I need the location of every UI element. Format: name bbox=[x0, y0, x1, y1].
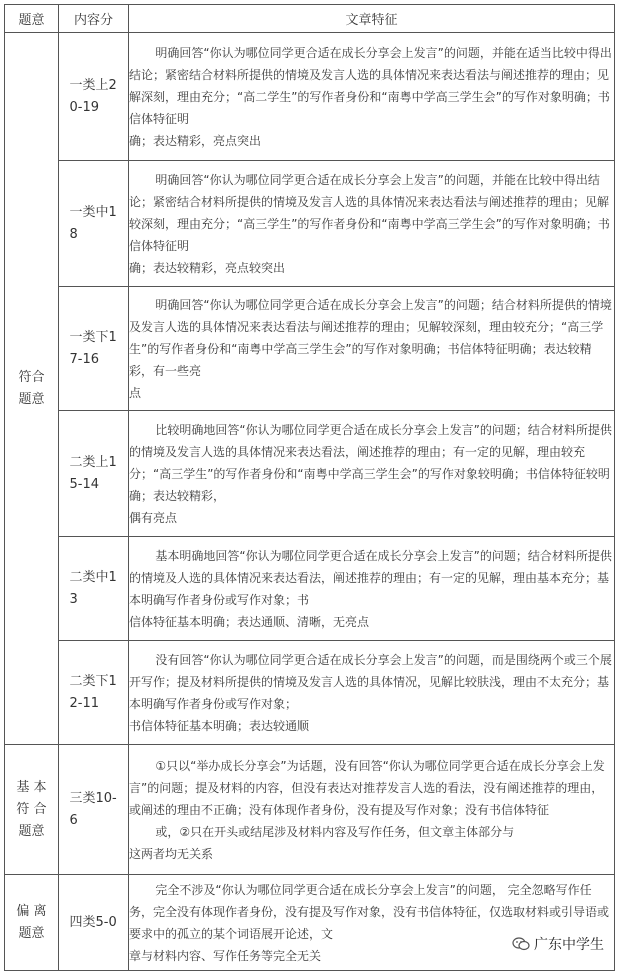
desc-text: 明确回答“你认为哪位同学更合适在成长分享会上发言”的问题；结合材料所提供的情境及发言人选的具体情况来表达看法与阐述推荐的理由；见解较深刻，理由较充分；“高三学生”的写作者身份和“南粤中学高三学生会”的写作对象明确；书信体特征明确；表达较精彩，有一些亮 bbox=[129, 297, 612, 378]
desc-cell bbox=[129, 287, 615, 411]
score-label: 四类5-0 bbox=[69, 914, 117, 930]
table-row bbox=[5, 641, 615, 745]
score-label: 二类下12-11 bbox=[69, 673, 117, 711]
watermark-text: 广东中学生 bbox=[534, 937, 604, 953]
score-cell bbox=[59, 33, 129, 161]
desc-text: 或，②只在开头或结尾涉及材料内容及写作任务，但文章主体部分与 bbox=[155, 824, 515, 839]
desc-cell bbox=[129, 745, 615, 875]
wechat-icon bbox=[512, 937, 530, 951]
table-row bbox=[5, 411, 615, 537]
header-features: 文章特征 bbox=[129, 5, 615, 33]
group-cell-fit bbox=[5, 33, 59, 745]
score-cell bbox=[59, 875, 129, 971]
table-row bbox=[5, 287, 615, 411]
score-cell bbox=[59, 161, 129, 287]
header-topic: 题意 bbox=[5, 5, 59, 33]
desc-text: 书信体特征基本明确；表达较通顺 bbox=[129, 718, 310, 733]
watermark bbox=[510, 934, 606, 954]
desc-text: 完全不涉及“你认为哪位同学更合适在成长分享会上发言”的问题， 完全忽略写作任务，完全没有体现作者身份，没有提及写作对象，没有书信体特征，仅选取材料或引导语或要求中的孤立的某个词语展开论述，文 bbox=[129, 882, 610, 941]
score-cell bbox=[59, 287, 129, 411]
table-row bbox=[5, 745, 615, 875]
score-label: 二类中13 bbox=[69, 569, 117, 607]
desc-cell bbox=[129, 875, 615, 971]
desc-cell bbox=[129, 33, 615, 161]
group-label: 基 本 符 合 题意 bbox=[16, 779, 47, 839]
desc-cell bbox=[129, 161, 615, 287]
score-cell bbox=[59, 537, 129, 641]
desc-text: 确；表达较精彩，亮点较突出 bbox=[129, 260, 286, 275]
desc-text: 偶有亮点 bbox=[129, 510, 178, 525]
score-label: 一类上20-19 bbox=[69, 77, 117, 115]
desc-text: 这两者均无关系 bbox=[129, 846, 214, 861]
desc-text: 信体特征基本明确；表达通顺、清晰，无亮点 bbox=[129, 614, 370, 629]
score-cell bbox=[59, 745, 129, 875]
desc-cell bbox=[129, 411, 615, 537]
score-cell bbox=[59, 641, 129, 745]
table-row bbox=[5, 33, 615, 161]
desc-cell bbox=[129, 537, 615, 641]
score-cell bbox=[59, 411, 129, 537]
desc-cell bbox=[129, 641, 615, 745]
desc-text: 没有回答“你认为哪位同学更合适在成长分享会上发言”的问题，而是围绕两个或三个展开写作；提及材料所提供的情境及发言人选的具体情况，见解比较肤浅，理由不太充分；基本明确写作者身份或写作对象； bbox=[129, 652, 612, 711]
desc-text: 点 bbox=[129, 385, 142, 400]
table-row bbox=[5, 537, 615, 641]
score-label: 一类中18 bbox=[69, 204, 117, 242]
header-score: 内容分 bbox=[59, 5, 129, 33]
desc-text: 明确回答“你认为哪位同学更合适在成长分享会上发言”的问题，并能在比较中得出结论；紧密结合材料所提供的情境及发言人选的具体情况来表达看法与阐述推荐的理由；见解较深刻，理由充分；“高三学生”的写作者身份和“南粤中学高三学生会”的写作对象明确；书信体特征明 bbox=[129, 172, 610, 253]
score-label: 一类下17-16 bbox=[69, 329, 117, 367]
score-label: 三类10-6 bbox=[69, 790, 117, 828]
group-cell-basic bbox=[5, 745, 59, 875]
score-label: 二类上15-14 bbox=[69, 454, 117, 492]
desc-text: ①只以“举办成长分享会”为话题，没有回答“你认为哪位同学更合适在成长分享会上发言”的问题；提及材料的内容，但没有表达对推荐发言人选的看法，没有阐述推荐的理由，或阐述的理由不正确；没有体现作者身份，没有提及写作对象；没有书信体特征 bbox=[129, 758, 605, 817]
group-label: 偏 离 题意 bbox=[16, 903, 47, 941]
desc-text: 确；表达精彩，亮点突出 bbox=[129, 133, 262, 148]
table-row bbox=[5, 875, 615, 971]
group-cell-off bbox=[5, 875, 59, 971]
group-label: 符合 题意 bbox=[18, 369, 45, 407]
desc-text: 基本明确地回答“你认为哪位同学更合适在成长分享会上发言”的问题；结合材料所提供的情境及人选的具体情况来表达看法，阐述推荐的理由；有一定的见解，理由基本充分；基本明确写作者身份或写作对象；书 bbox=[129, 548, 612, 607]
desc-text: 明确回答“你认为哪位同学更合适在成长分享会上发言”的问题，并能在适当比较中得出结论；紧密结合材料所提供的情境及发言人选的具体情况来表达看法与阐述推荐的理由；见解深刻，理由充分；“高二学生”的写作者身份和“南粤中学高三学生会”的写作对象明确；书信体特征明 bbox=[129, 45, 612, 126]
table-row bbox=[5, 161, 615, 287]
desc-text: 章与材料内容、写作任务等完全无关 bbox=[129, 948, 322, 963]
grading-table bbox=[4, 4, 615, 971]
header-row bbox=[5, 5, 615, 33]
desc-text: 比较明确地回答“你认为哪位同学更合适在成长分享会上发言”的问题；结合材料所提供的情境及发言人选的具体情况来表达看法，阐述推荐的理由；有一定的见解，理由较充分；“高三学生”的写作者身份和“南粤中学高三学生会”的写作对象较明确；书信体特征较明确；表达较精彩， bbox=[129, 422, 612, 503]
